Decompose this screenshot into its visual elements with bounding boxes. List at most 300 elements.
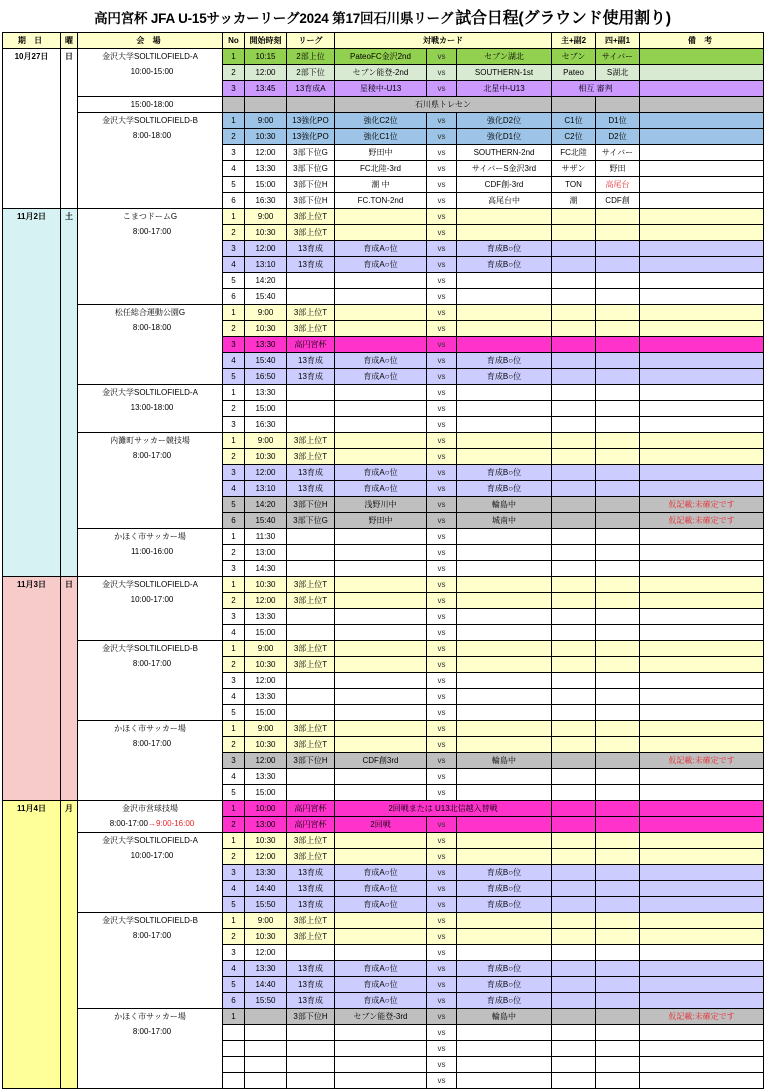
league-cell: [287, 289, 335, 305]
start-time-cell: 15:00: [245, 785, 287, 801]
note-cell: [640, 81, 764, 97]
referee-main-cell: [552, 225, 596, 241]
referee-fourth-cell: [596, 561, 640, 577]
league-cell: [287, 1073, 335, 1089]
home-team-cell: 強化C2位: [335, 113, 427, 129]
league-cell: 3部下位G: [287, 161, 335, 177]
table-row: [3, 801, 764, 817]
start-time-cell: 10:30: [245, 129, 287, 145]
away-team-cell: [457, 625, 552, 641]
venue-hours: 8:00-17:00: [132, 931, 172, 940]
start-time-cell: 13:30: [245, 769, 287, 785]
away-team-cell: 育成B○位: [457, 241, 552, 257]
start-time-cell: 15:00: [245, 625, 287, 641]
league-cell: [287, 673, 335, 689]
league-cell: 13育成: [287, 353, 335, 369]
home-team-cell: [335, 1025, 427, 1041]
match-no-cell: 2: [223, 449, 245, 465]
referee-fourth-cell: [596, 273, 640, 289]
vs-label: vs: [427, 673, 457, 689]
referee-main-cell: [552, 785, 596, 801]
venue-cell: [78, 529, 223, 577]
note-cell: [640, 385, 764, 401]
start-time-cell: 14:40: [245, 881, 287, 897]
referee-fourth-cell: D2位: [596, 129, 640, 145]
home-team-cell: [335, 625, 427, 641]
referee-main-cell: [552, 273, 596, 289]
referee-fourth-cell: [596, 1025, 640, 1041]
match-no-cell: 3: [223, 145, 245, 161]
vs-label: vs: [427, 401, 457, 417]
start-time-cell: 14:20: [245, 273, 287, 289]
home-team-cell: [335, 225, 427, 241]
referee-main-cell: [552, 641, 596, 657]
referee-fourth-cell: [596, 625, 640, 641]
match-no-cell: 3: [223, 81, 245, 97]
away-team-cell: [457, 417, 552, 433]
referee-fourth-cell: [596, 241, 640, 257]
away-team-cell: 育成B○位: [457, 481, 552, 497]
match-no-cell: 5: [223, 897, 245, 913]
away-team-cell: [457, 849, 552, 865]
vs-label: vs: [427, 81, 457, 97]
vs-label: vs: [427, 929, 457, 945]
note-cell: [640, 305, 764, 321]
referee-fourth-cell: [596, 849, 640, 865]
table-row: [3, 721, 764, 737]
home-team-cell: [335, 929, 427, 945]
vs-label: vs: [427, 1025, 457, 1041]
note-cell: [640, 449, 764, 465]
match-no-cell: 1: [223, 385, 245, 401]
vs-label: vs: [427, 225, 457, 241]
league-cell: 3部上位T: [287, 449, 335, 465]
league-cell: 13育成A: [287, 81, 335, 97]
start-time-cell: 14:20: [245, 497, 287, 513]
referee-main-cell: [552, 241, 596, 257]
home-team-cell: [335, 721, 427, 737]
start-time-cell: 10:30: [245, 225, 287, 241]
match-no-cell: 2: [223, 321, 245, 337]
match-no-cell: 1: [223, 305, 245, 321]
venue-hours: 8:00-17:00: [132, 1027, 172, 1036]
league-cell: 3部上位T: [287, 721, 335, 737]
referee-main-cell: [552, 449, 596, 465]
note-cell: [640, 49, 764, 65]
table-row: [3, 385, 764, 401]
note-cell: [640, 353, 764, 369]
referee-main-cell: [552, 577, 596, 593]
referee-main-cell: [552, 417, 596, 433]
home-team-cell: [335, 641, 427, 657]
start-time-cell: 13:00: [245, 545, 287, 561]
referee-main-cell: [552, 97, 596, 113]
start-time-cell: 15:50: [245, 897, 287, 913]
start-time-cell: 11:30: [245, 529, 287, 545]
referee-fourth-cell: [596, 1073, 640, 1089]
home-team-cell: [335, 209, 427, 225]
referee-main-cell: [552, 401, 596, 417]
col-header-ref-fourth: 四+副1: [596, 33, 640, 49]
referee-fourth-cell: [596, 801, 640, 817]
vs-label: vs: [427, 193, 457, 209]
venue-hours: 8:00-17:00→9:00-16:00: [109, 819, 195, 828]
away-team-cell: CDF創-3rd: [457, 177, 552, 193]
home-team-cell: [335, 849, 427, 865]
away-team-cell: 強化D2位: [457, 113, 552, 129]
vs-label: vs: [427, 369, 457, 385]
league-cell: 3部上位T: [287, 737, 335, 753]
date-cell: 11月2日: [3, 209, 61, 577]
note-cell: 仮記載:未確定です: [640, 513, 764, 529]
referee-main-cell: [552, 385, 596, 401]
note-cell: [640, 657, 764, 673]
table-row: [3, 833, 764, 849]
home-team-cell: [335, 913, 427, 929]
note-cell: 仮記載:未確定です: [640, 497, 764, 513]
referee-main-cell: [552, 753, 596, 769]
home-team-cell: 野田中: [335, 145, 427, 161]
league-cell: 13育成: [287, 897, 335, 913]
away-team-cell: [457, 1057, 552, 1073]
note-cell: [640, 817, 764, 833]
note-cell: [640, 273, 764, 289]
referee-fourth-cell: [596, 401, 640, 417]
match-no-cell: 6: [223, 993, 245, 1009]
col-header-date: 期 日: [3, 33, 61, 49]
referee-main-cell: [552, 465, 596, 481]
referee-main-cell: [552, 705, 596, 721]
vs-label: vs: [427, 641, 457, 657]
vs-label: vs: [427, 657, 457, 673]
league-cell: [287, 625, 335, 641]
league-cell: 3部上位T: [287, 593, 335, 609]
table-row: [3, 305, 764, 321]
venue-cell: [78, 721, 223, 801]
home-team-cell: 育成A○位: [335, 241, 427, 257]
match-no-cell: 5: [223, 705, 245, 721]
match-no-cell: 1: [223, 833, 245, 849]
start-time-cell: 14:40: [245, 977, 287, 993]
vs-label: vs: [427, 337, 457, 353]
vs-label: vs: [427, 977, 457, 993]
match-no-cell: 3: [223, 753, 245, 769]
home-team-cell: 育成A○位: [335, 369, 427, 385]
venue-hours: 11:00-16:00: [130, 547, 174, 556]
home-team-cell: 育成A○位: [335, 481, 427, 497]
referee-fourth-cell: [596, 897, 640, 913]
table-row: [3, 209, 764, 225]
start-time-cell: 10:00: [245, 801, 287, 817]
referee-main-cell: [552, 897, 596, 913]
start-time-cell: 16:50: [245, 369, 287, 385]
away-team-cell: 北星中-U13: [457, 81, 552, 97]
note-cell: [640, 785, 764, 801]
match-no-cell: 2: [223, 929, 245, 945]
home-team-cell: [335, 385, 427, 401]
start-time-cell: 14:30: [245, 561, 287, 577]
league-cell: [287, 273, 335, 289]
home-team-cell: 育成A○位: [335, 977, 427, 993]
table-row: [3, 97, 764, 113]
note-cell: [640, 577, 764, 593]
note-cell: [640, 545, 764, 561]
referee-main-cell: [552, 1025, 596, 1041]
league-cell: 13強化PO: [287, 129, 335, 145]
home-team-cell: CDF創3rd: [335, 753, 427, 769]
start-time-cell: 15:00: [245, 177, 287, 193]
home-team-cell: [335, 785, 427, 801]
match-no-cell: 2: [223, 737, 245, 753]
note-cell: [640, 865, 764, 881]
match-no-cell: 6: [223, 193, 245, 209]
vs-label: vs: [427, 465, 457, 481]
schedule-table: [2, 32, 764, 1089]
vs-label: vs: [427, 737, 457, 753]
vs-label: vs: [427, 1057, 457, 1073]
referee-main-cell: [552, 961, 596, 977]
away-team-cell: [457, 945, 552, 961]
note-cell: [640, 177, 764, 193]
vs-label: vs: [427, 993, 457, 1009]
referee-main-cell: [552, 289, 596, 305]
league-cell: [287, 785, 335, 801]
home-team-cell: [335, 705, 427, 721]
referee-fourth-cell: [596, 689, 640, 705]
league-cell: 13育成: [287, 257, 335, 273]
note-cell: [640, 641, 764, 657]
note-cell: [640, 241, 764, 257]
home-team-cell: セブン能登-2nd: [335, 65, 427, 81]
note-cell: [640, 145, 764, 161]
referee-fourth-cell: [596, 497, 640, 513]
referee-main-cell: [552, 513, 596, 529]
referee-fourth-cell: [596, 769, 640, 785]
league-cell: 3部下位H: [287, 177, 335, 193]
home-team-cell: [335, 561, 427, 577]
note-cell: [640, 945, 764, 961]
league-cell: [287, 417, 335, 433]
vs-label: vs: [427, 817, 457, 833]
match-no-cell: 3: [223, 465, 245, 481]
note-cell: [640, 801, 764, 817]
start-time-cell: 9:00: [245, 113, 287, 129]
away-team-cell: 育成B○位: [457, 897, 552, 913]
start-time-cell: 10:30: [245, 577, 287, 593]
home-team-cell: セブン能登-3rd: [335, 1009, 427, 1025]
home-team-cell: [335, 1057, 427, 1073]
note-cell: [640, 993, 764, 1009]
referee-main-cell: [552, 849, 596, 865]
referee-main-cell: [552, 913, 596, 929]
note-cell: [640, 257, 764, 273]
referee-fourth-cell: [596, 433, 640, 449]
away-team-cell: [457, 337, 552, 353]
venue-hours: 8:00-17:00: [132, 451, 172, 460]
venue-hours: 15:00-18:00: [130, 100, 174, 109]
referee-fourth-cell: [596, 385, 640, 401]
vs-label: vs: [427, 609, 457, 625]
referee-main-cell: [552, 497, 596, 513]
note-cell: [640, 289, 764, 305]
match-no-cell: 5: [223, 369, 245, 385]
referee-fourth-cell: [596, 465, 640, 481]
vs-label: vs: [427, 625, 457, 641]
away-team-cell: 輪島中: [457, 1009, 552, 1025]
venue-cell: [78, 49, 223, 97]
note-cell: [640, 129, 764, 145]
home-team-cell: [335, 673, 427, 689]
away-team-cell: [457, 449, 552, 465]
referee-fourth-cell: [596, 593, 640, 609]
referee-main-cell: [552, 561, 596, 577]
referee-cell: 相互 審判: [552, 81, 640, 97]
start-time-cell: 10:30: [245, 657, 287, 673]
referee-fourth-cell: [596, 641, 640, 657]
venue-hours: 10:00-17:00: [130, 851, 174, 860]
home-team-cell: 育成A○位: [335, 257, 427, 273]
start-time-cell: 13:30: [245, 609, 287, 625]
away-team-cell: [457, 673, 552, 689]
match-no-cell: 4: [223, 769, 245, 785]
vs-label: vs: [427, 529, 457, 545]
home-team-cell: 星稜中-U13: [335, 81, 427, 97]
start-time-cell: [245, 1025, 287, 1041]
vs-label: vs: [427, 65, 457, 81]
league-cell: [287, 689, 335, 705]
note-cell: [640, 1025, 764, 1041]
venue-hours: 8:00-17:00: [132, 227, 172, 236]
away-team-cell: [457, 1041, 552, 1057]
referee-fourth-cell: [596, 417, 640, 433]
venue-cell: [78, 1009, 223, 1089]
referee-fourth-cell: [596, 545, 640, 561]
home-team-cell: [335, 577, 427, 593]
referee-fourth-cell: [596, 737, 640, 753]
start-time-cell: 13:30: [245, 689, 287, 705]
start-time-cell: 9:00: [245, 641, 287, 657]
home-team-cell: 2回戦: [335, 817, 427, 833]
table-row: [3, 577, 764, 593]
start-time-cell: 12:00: [245, 465, 287, 481]
referee-fourth-cell: [596, 753, 640, 769]
venue-cell: [78, 641, 223, 721]
league-cell: 3部上位T: [287, 657, 335, 673]
note-cell: [640, 833, 764, 849]
note-cell: [640, 689, 764, 705]
referee-fourth-cell: [596, 913, 640, 929]
venue-hours: 8:00-17:00: [132, 659, 172, 668]
note-cell: [640, 529, 764, 545]
page-title-main: 高円宮杯 JFA U-15サッカーリーグ2024 第17回石川県リーグ: [94, 11, 454, 26]
start-time-cell: 15:00: [245, 705, 287, 721]
note-cell: [640, 465, 764, 481]
note-cell: [640, 673, 764, 689]
referee-main-cell: C2位: [552, 129, 596, 145]
vs-label: vs: [427, 913, 457, 929]
match-no-cell: 4: [223, 481, 245, 497]
away-team-cell: 城南中: [457, 513, 552, 529]
league-cell: 3部上位T: [287, 321, 335, 337]
page-title: [0, 0, 765, 32]
start-time-cell: 12:00: [245, 65, 287, 81]
referee-fourth-cell: S湖北: [596, 65, 640, 81]
vs-label: vs: [427, 1041, 457, 1057]
col-header-note: 備 考: [640, 33, 764, 49]
venue-name: こまつドームG: [122, 212, 178, 221]
note-cell: [640, 321, 764, 337]
league-cell: [287, 705, 335, 721]
note-cell: [640, 849, 764, 865]
note-cell: 仮記載:未確定です: [640, 1009, 764, 1025]
home-team-cell: 浅野川中: [335, 497, 427, 513]
match-no-cell: 2: [223, 129, 245, 145]
away-team-cell: [457, 225, 552, 241]
table-row: [3, 49, 764, 65]
start-time-cell: [245, 1009, 287, 1025]
league-cell: 13強化PO: [287, 113, 335, 129]
referee-main-cell: [552, 433, 596, 449]
home-team-cell: 潮 中: [335, 177, 427, 193]
away-team-cell: 育成B○位: [457, 865, 552, 881]
league-cell: 13育成: [287, 465, 335, 481]
home-team-cell: 育成A○位: [335, 993, 427, 1009]
start-time-cell: 10:30: [245, 321, 287, 337]
vs-label: vs: [427, 849, 457, 865]
home-team-cell: [335, 833, 427, 849]
away-team-cell: 育成B○位: [457, 257, 552, 273]
referee-fourth-cell: [596, 353, 640, 369]
match-no-cell: 4: [223, 689, 245, 705]
table-row: [3, 641, 764, 657]
start-time-cell: 9:00: [245, 305, 287, 321]
note-cell: [640, 97, 764, 113]
venue-name: 金沢大学SOLTILOFIELD-B: [102, 644, 198, 653]
date-cell: 11月4日: [3, 801, 61, 1089]
vs-label: vs: [427, 689, 457, 705]
referee-fourth-cell: [596, 449, 640, 465]
start-time-cell: 9:00: [245, 721, 287, 737]
referee-main-cell: サザン: [552, 161, 596, 177]
referee-main-cell: [552, 593, 596, 609]
home-team-cell: FC北陸-3rd: [335, 161, 427, 177]
col-header-venue: 会 場: [78, 33, 223, 49]
away-team-cell: [457, 609, 552, 625]
away-team-cell: 強化D1位: [457, 129, 552, 145]
referee-fourth-cell: 高尾台: [596, 177, 640, 193]
referee-fourth-cell: サイバー: [596, 145, 640, 161]
table-header: [3, 33, 764, 49]
vs-label: vs: [427, 945, 457, 961]
start-time-cell: 13:30: [245, 337, 287, 353]
league-cell: 3部下位H: [287, 497, 335, 513]
match-no-cell: 2: [223, 401, 245, 417]
league-cell: 高円宮杯: [287, 817, 335, 833]
note-cell: [640, 961, 764, 977]
start-time-cell: [245, 1057, 287, 1073]
start-time-cell: 12:00: [245, 145, 287, 161]
venue-cell: [78, 801, 223, 833]
match-no-cell: 1: [223, 577, 245, 593]
note-cell: [640, 401, 764, 417]
venue-name: 金沢大学SOLTILOFIELD-A: [102, 580, 198, 589]
referee-main-cell: [552, 721, 596, 737]
referee-fourth-cell: [596, 337, 640, 353]
league-cell: 13育成: [287, 865, 335, 881]
league-cell: [287, 401, 335, 417]
start-time-cell: 13:30: [245, 161, 287, 177]
away-team-cell: 育成B○位: [457, 353, 552, 369]
